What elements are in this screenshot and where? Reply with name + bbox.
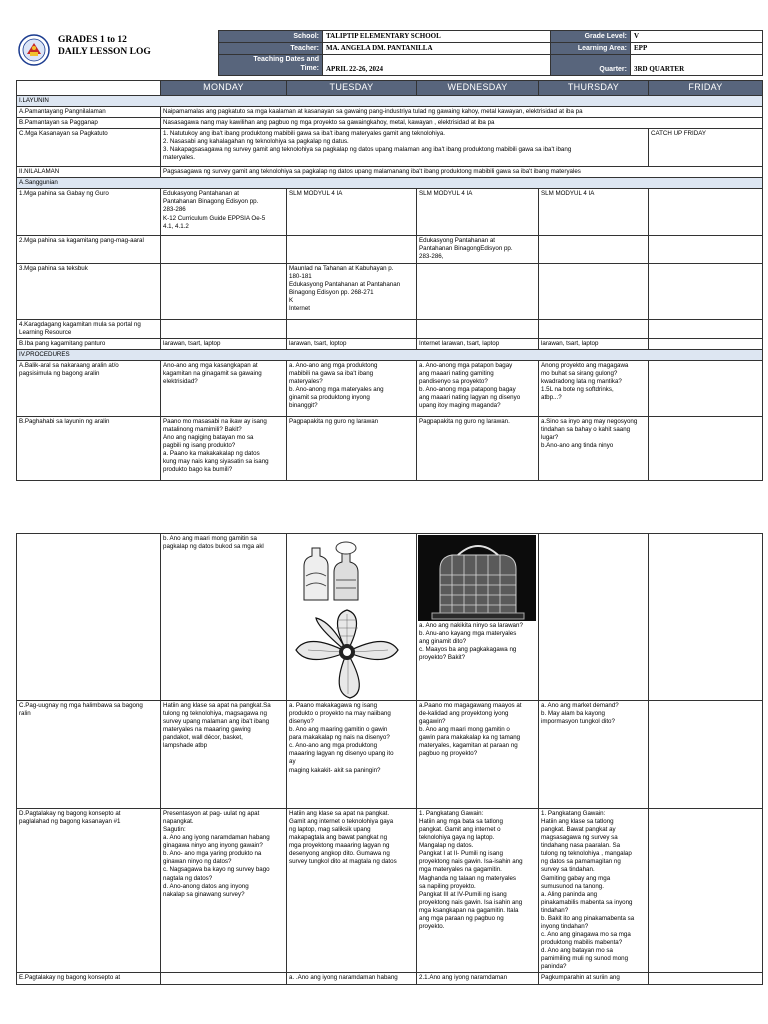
row-label: E.Pagtalakay ng bagong konsepto at bbox=[17, 973, 161, 985]
header-block bbox=[0, 0, 768, 80]
dates-label-line1: Teaching Dates and bbox=[253, 56, 319, 64]
cell-tuesday: Hatiin ang klase sa apat na pangkat. Gamit ang internet o teknolohiya gaya ng laptop, mag saliksik upang makapagtala ang bawat pangkat ng mga proyektong maaaring lagyan ng desenyong angkop dito. Gumawa ng survey tungkol dito at magtala ng datos bbox=[287, 809, 417, 973]
cell-wednesday: Pagpapakita ng guro ng larawan. bbox=[417, 416, 539, 480]
basket-photo bbox=[418, 535, 536, 621]
section-procedures bbox=[17, 349, 763, 360]
cell-monday: Ano-ano ang mga kasangkapan at kagamitan na ginagamit sa gawaing elektrisidad? bbox=[161, 360, 287, 416]
cell-wednesday: a. Ano-anong mga patapon bagay ang maaari nating gamiting pandisenyo sa proyekto? b. Ano-anong mga patapong bagay ang maaari nating lagyan ng disenyo upang itoy maging maganda? bbox=[417, 360, 539, 416]
row-nilalaman bbox=[17, 167, 763, 178]
row-teksbuk bbox=[17, 263, 763, 319]
row-label: A.Pamantayang Pangnilalaman bbox=[17, 107, 161, 118]
row-gabay-guro bbox=[17, 189, 763, 236]
cell-friday bbox=[649, 189, 763, 236]
day-header-row bbox=[17, 81, 763, 96]
cell-wednesday: 1. Pangkatang Gawain: Hatiin ang mga bata sa tatlong pangkat. Gamit ang internet o teknolohiya gaya ng laptop. Mangalap ng datos. Pangkat I at II- Pumili ng isang proyektong nais gawin. Isa-isahin ang mga materyales na gagamitin. Maghanda ng talaan ng materyales sa napiling proyekto. Pangkat III at IV-Pumili ng isang proyektong nais gawin. Isa isahin ang mga ksangkapan na gagamitin. Itala ang mga paraan ng pagbuo ng proyekto. bbox=[417, 809, 539, 973]
row-label: II.NILALAMAN bbox=[17, 167, 161, 178]
row-label: A.Sanggunian bbox=[17, 178, 763, 189]
row-label: 1.Mga pahina sa Gabay ng Guro bbox=[17, 189, 161, 236]
dates-value: APRIL 22-26, 2024 bbox=[323, 55, 551, 76]
cell-monday bbox=[161, 973, 287, 985]
row-kasanayan bbox=[17, 129, 763, 167]
teacher-label: Teacher: bbox=[219, 43, 323, 55]
bottle-lamp-sketch bbox=[290, 536, 378, 602]
row-paghahabi bbox=[17, 416, 763, 480]
cell-wednesday bbox=[417, 319, 539, 338]
dates-label bbox=[219, 55, 323, 76]
cell-monday: Hatiin ang klase sa apat na pangkat.Sa tulong ng teknolohiya, magsagawa ng survey upang malaman ang iba't ibang materyales na maaaring gawing pandakot, wall décor, basket, lampshade atbp bbox=[161, 701, 287, 809]
row-pagtalakay1 bbox=[17, 809, 763, 973]
cell-wednesday: Internet larawan, tsart, laptop bbox=[417, 338, 539, 349]
cell-thursday: a.Sino sa inyo ang may negosyong tindahan sa bahay o kahit saang lugar? b.Ano-ano ang tinda ninyo bbox=[539, 416, 649, 480]
row-label: 3.Mga pahina sa teksbuk bbox=[17, 263, 161, 319]
row-label: C.Pag-uugnay ng mga halimbawa sa bagong ralin bbox=[17, 701, 161, 809]
catch-up-friday: CATCH UP FRIDAY bbox=[649, 129, 763, 167]
row-label: B.Iba pang kagamitang panturo bbox=[17, 338, 161, 349]
cell-thursday bbox=[539, 319, 649, 338]
row-label bbox=[17, 534, 161, 701]
cell-tuesday: a. Paano makakagawa ng isang produkto o proyekto na may naiibang disenyo? b. Ano ang maaring gamitin o gawin para makakalap ng nais na disenyo? c. Ano-ano ang mga produktong maaaring lagyan ng disenyo upang ito ay maging kakakit- akit sa paningin? bbox=[287, 701, 417, 809]
quarter-value: 3RD QUARTER bbox=[631, 55, 763, 76]
cell-thursday: Anong proyekto ang magagawa mo buhat sa sirang gulong? kwadradong lata ng mantika? 1.5L na bote ng softdrinks, atbp...? bbox=[539, 360, 649, 416]
row-text: 1. Natutukoy ang iba't ibang produktong mabibili gawa sa iba't ibang materyales gamit ang teknolohiya. 2. Nasasabi ang kahalagahan ng teknolohiya sa pagkalap ng datus. 3. Nakapagsasagawa ng survey gamit ang teknolohiya sa pagkalap ng datos upang malaman ang iba't ibang produktong mabibili gawa sa iba't ibang materyales. bbox=[161, 129, 649, 167]
day-friday: FRIDAY bbox=[649, 81, 763, 96]
cell-friday bbox=[649, 416, 763, 480]
row-label: 2.Mga pahina sa kagamitang pang-mag-aaral bbox=[17, 236, 161, 263]
cell-wednesday bbox=[417, 263, 539, 319]
cell-wednesday: Edukasyong Pantahanan at Pantahanan BinagongEdisyon pp. 283-286, bbox=[417, 236, 539, 263]
day-tuesday: TUESDAY bbox=[287, 81, 417, 96]
cell-monday bbox=[161, 263, 287, 319]
cell-thursday: larawan, tsart, laptop bbox=[539, 338, 649, 349]
section-label: I.LAYUNIN bbox=[17, 96, 763, 107]
cell-tuesday: a. .Ano ang iyong naramdaman habang bbox=[287, 973, 417, 985]
lesson-log-table-page2 bbox=[16, 533, 763, 985]
cell-friday bbox=[649, 534, 763, 701]
cell-monday: Paano mo masasabi na ikaw ay isang matalinong mamimili? Bakit? Ano ang nagiging batayan mo sa pagbili ng isang produkto? a. Paano ka makakakalap ng datos kung may nais kang siyasatin sa isang produkto bago ka bumili? bbox=[161, 416, 287, 480]
header-info-table bbox=[218, 30, 763, 76]
row-pagtalakay2 bbox=[17, 973, 763, 985]
form-subtitle: DAILY LESSON LOG bbox=[58, 47, 151, 57]
day-thursday: THURSDAY bbox=[539, 81, 649, 96]
cell-tuesday: Pagpapakita ng guro ng larawan bbox=[287, 416, 417, 480]
row-label: A.Balik-aral sa nakaraang aralin at/o pagsisimula ng bagong aralin bbox=[17, 360, 161, 416]
section-layunin bbox=[17, 96, 763, 107]
row-label: B.Pamantayan sa Pagganap bbox=[17, 118, 161, 129]
day-monday: MONDAY bbox=[161, 81, 287, 96]
cell-thursday bbox=[539, 236, 649, 263]
row-balik-aral bbox=[17, 360, 763, 416]
cell-friday bbox=[649, 701, 763, 809]
cell-monday bbox=[161, 236, 287, 263]
cell-wednesday: a. Ano ang nakikita ninyo sa larawan? b. Anu-ano kayang mga materyales ang ginamit dito? c. Maayos ba ang pagkakagawa ng proyekto? Bakit? bbox=[417, 534, 539, 701]
cell-thursday: SLM MODYUL 4 IA bbox=[539, 189, 649, 236]
cell-friday bbox=[649, 319, 763, 338]
flower-design-sketch bbox=[288, 606, 406, 700]
row-sanggunian bbox=[17, 178, 763, 189]
cell-tuesday bbox=[287, 319, 417, 338]
cell-tuesday: larawan, tsart, loptop bbox=[287, 338, 417, 349]
deped-seal-icon bbox=[18, 34, 50, 66]
cell-monday: Presentasyon at pag- uulat ng apat napangkat. Sagutin: a. Ano ang iyong naramdaman habang ginagawa ninyo ang inyong gawain? b. Ano- ano mga yaring produkto na ginawan ninyo ng datos? c. Nagsagawa ba kayo ng survey bago nagtala ng datos? d. Ano-anong datos ang inyong nakalap sa ginawang survey? bbox=[161, 809, 287, 973]
row-label: B.Paghahabi sa layunin ng aralin bbox=[17, 416, 161, 480]
row-karagdagang bbox=[17, 319, 763, 338]
blank-header-cell bbox=[17, 81, 161, 96]
school-label: School: bbox=[219, 31, 323, 43]
row-label: 4.Karagdagang kagamitan mula sa portal ng Learning Resource bbox=[17, 319, 161, 338]
cell-monday: Edukasyong Pantahanan at Pantahanan Binagong Edisyon pp. 283-286 K-12 Curriculum Guide EPPSIA Oe-5 4.1, 4.1.2 bbox=[161, 189, 287, 236]
cell-thursday: 1. Pangkatang Gawain: Hatiin ang klase sa tatlong pangkat. Bawat pangkat ay magsasagawa ng survey sa tindahang nasa paaralan. Sa tulong ng teknolohiya , mangalap ng datos sa pamamagitan ng survey sa tindahan. Gamiting gabay ang mga sumusunod na tanong. a. Aling paninda ang pinakamabilis mabenta sa inyong tindahan? b. Bakit ito ang pinakamabenta sa inyong tindahan? c. Ano ang ginagawa mo sa mga produktong mabilis mabenta? d. Ano ang batayan mo sa pamimiling muli ng sunod mong paninda? bbox=[539, 809, 649, 973]
area-value: EPP bbox=[631, 43, 763, 55]
row-text: Pagsasagawa ng survey gamit ang teknolohiya sa pagkalap ng datos upang malamanang iba't ibang produktong mabibili gawa sa iba't ibang materyales bbox=[161, 167, 763, 178]
lesson-log-table-page1 bbox=[16, 80, 763, 481]
cell-monday: larawan, tsart, laptop bbox=[161, 338, 287, 349]
cell-monday: b. Ano ang maari mong gamitin sa pagkalap ng datos bukod sa mga akl bbox=[161, 534, 287, 701]
cell-monday bbox=[161, 319, 287, 338]
cell-wednesday: 2.1.Ano ang iyong naramdaman bbox=[417, 973, 539, 985]
grade-value: V bbox=[631, 31, 763, 43]
row-pag-uugnay bbox=[17, 701, 763, 809]
cell-friday bbox=[649, 236, 763, 263]
row-text: Nasasagawa nang may kawilihan ang pagbuo ng mga proyekto sa gawaingkahoy, metal, kawayan , elektrisidad at iba pa bbox=[161, 118, 763, 129]
row-kagamitang-aaral bbox=[17, 236, 763, 263]
cell-friday bbox=[649, 360, 763, 416]
school-value: TALIPTIP ELEMENTARY SCHOOL bbox=[323, 31, 551, 43]
teacher-value: MA. ANGELA DM. PANTANILLA bbox=[323, 43, 551, 55]
cell-friday bbox=[649, 809, 763, 973]
cell-thursday bbox=[539, 263, 649, 319]
form-title: GRADES 1 to 12 bbox=[58, 35, 127, 45]
cell-thursday: Pagkumparahin at suriin ang bbox=[539, 973, 649, 985]
cell-wednesday: a.Paano mo magagawang maayos at de-kalidad ang proyektong iyong gagawin? b. Ano ang maari mong gamitin o gawin para makakalap ka ng tamang materyales, kagamitan at paraan ng pagbuo ng proyekto? bbox=[417, 701, 539, 809]
section-label: IV.PROCEDURES bbox=[17, 349, 763, 360]
cell-tuesday bbox=[287, 236, 417, 263]
cell-tuesday: SLM MODYUL 4 IA bbox=[287, 189, 417, 236]
cell-tuesday: a. Ano-ano ang mga produktong mabibili na gawa sa iba't ibang materyales? b. Ano-anong mga materyales ang ginamit sa produktong inyong binanggit? bbox=[287, 360, 417, 416]
cell-friday bbox=[649, 338, 763, 349]
cell-friday bbox=[649, 973, 763, 985]
cell-friday bbox=[649, 263, 763, 319]
cell-wednesday: SLM MODYUL 4 IA bbox=[417, 189, 539, 236]
cell-thursday: a. Ano ang market demand? b. May alam ba kayong impormasyon tungkol dito? bbox=[539, 701, 649, 809]
row-label: D.Pagtalakay ng bagong konsepto at paglalahad ng bagong kasanayan #1 bbox=[17, 809, 161, 973]
quarter-label: Quarter: bbox=[551, 55, 631, 76]
cell-thursday bbox=[539, 534, 649, 701]
row-text: Naipamamalas ang pagkatuto sa mga kaalaman at kasanayan sa gawaing pang-industriya tulad ng gawaing kahoy, metal kawayan, elektrisidad at iba pa bbox=[161, 107, 763, 118]
cell-tuesday: Maunlad na Tahanan at Kabuhayan p. 180-181 Edukasyong Pantahanan at Pantahanan Binagong Edisyon pp. 268-271 K Internet bbox=[287, 263, 417, 319]
row-label: C.Mga Kasanayan sa Pagkatuto bbox=[17, 129, 161, 167]
dates-label-line2: Time: bbox=[300, 64, 319, 72]
day-wednesday: WEDNESDAY bbox=[417, 81, 539, 96]
row-pamantayang-pangnilalaman bbox=[17, 107, 763, 118]
row-iba-pang bbox=[17, 338, 763, 349]
row-pamantayan-pagganap bbox=[17, 118, 763, 129]
grade-label: Grade Level: bbox=[551, 31, 631, 43]
area-label: Learning Area: bbox=[551, 43, 631, 55]
